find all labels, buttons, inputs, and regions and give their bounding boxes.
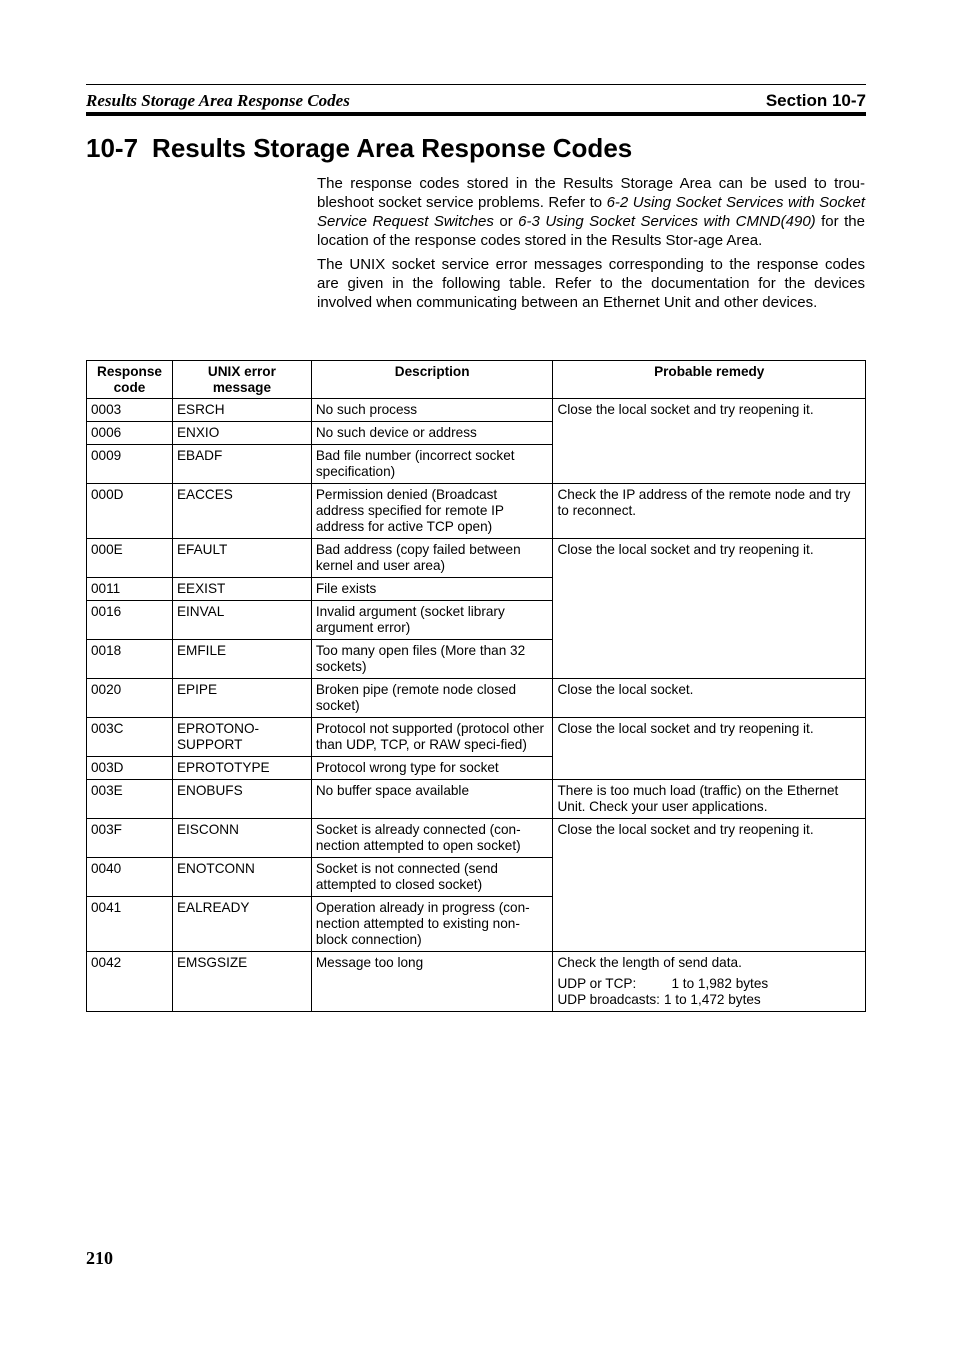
cross-reference-1: 6-2 Using Socket Services with Socket Service Request Switches	[317, 194, 865, 230]
cell-code: 003D	[87, 757, 173, 780]
cell-code: 000D	[87, 484, 173, 539]
cell-message: EPROTOTYPE	[172, 757, 311, 780]
cell-code: 0011	[87, 578, 173, 601]
cell-code: 0041	[87, 897, 173, 952]
section-number: 10-7	[86, 133, 139, 163]
cell-code: 0006	[87, 422, 173, 445]
running-header	[86, 84, 866, 115]
section-title: Results Storage Area Response Codes	[152, 133, 633, 163]
cell-description: Operation already in progress (con-nection attempted to existing non-block connection)	[311, 897, 553, 952]
table-row	[87, 780, 866, 819]
cell-description: Too many open files (More than 32 sockets)	[311, 640, 553, 679]
cell-remedy: Close the local socket and try reopening it.	[553, 819, 866, 952]
cell-description: No such process	[311, 399, 553, 422]
intro-text	[317, 174, 865, 317]
udp-tcp-value: 1 to 1,982 bytes	[671, 976, 769, 991]
table-row	[87, 952, 866, 1012]
cell-remedy: There is too much load (traffic) on the Ethernet Unit. Check your user applications.	[553, 780, 866, 819]
header-rule	[86, 112, 866, 116]
cell-description: Protocol wrong type for socket	[311, 757, 553, 780]
cell-description: File exists	[311, 578, 553, 601]
cell-description: Bad file number (incorrect socket specification)	[311, 445, 553, 484]
cell-remedy: Close the local socket.	[553, 679, 866, 718]
cell-description: Socket is not connected (send attempted to closed socket)	[311, 858, 553, 897]
running-header-section: Section 10-7	[765, 91, 866, 110]
cell-description: Permission denied (Broadcast address specified for remote IP address for active TCP open)	[311, 484, 553, 539]
cell-message: ENXIO	[172, 422, 311, 445]
cell-description: Invalid argument (socket library argument error)	[311, 601, 553, 640]
intro-paragraph-1	[317, 174, 865, 250]
cell-remedy: Close the local socket and try reopening it.	[553, 399, 866, 484]
cell-message: EEXIST	[172, 578, 311, 601]
cell-remedy: Close the local socket and try reopening it.	[553, 718, 866, 780]
cell-code: 003C	[87, 718, 173, 757]
intro-text-span: for the location of the response codes stored in the Results Stor-age Area.	[317, 213, 865, 249]
cell-message: EBADF	[172, 445, 311, 484]
column-header-response-code: Response code	[87, 361, 173, 399]
cell-message: ENOBUFS	[172, 780, 311, 819]
column-header-remedy: Probable remedy	[553, 361, 866, 399]
table-row	[87, 679, 866, 718]
response-codes-table	[86, 360, 866, 1012]
cell-code: 0040	[87, 858, 173, 897]
running-header-title: Results Storage Area Response Codes	[86, 91, 350, 110]
udp-broadcast-value: 1 to 1,472 bytes	[663, 992, 761, 1007]
cell-code: 0009	[87, 445, 173, 484]
cell-message: EACCES	[172, 484, 311, 539]
intro-text-span: or	[493, 213, 519, 230]
intro-text-span: The response codes stored in the Results Storage Area can be used to trou-bleshoot socket service problems. Refer to	[317, 175, 865, 211]
cell-message: EFAULT	[172, 539, 311, 578]
cell-description: No such device or address	[311, 422, 553, 445]
cell-message: EALREADY	[172, 897, 311, 952]
cell-remedy: Check the IP address of the remote node and try to reconnect.	[553, 484, 866, 539]
cell-remedy	[553, 952, 866, 1012]
column-header-unix-error: UNIX error message	[172, 361, 311, 399]
cell-message: ESRCH	[172, 399, 311, 422]
table-row	[87, 718, 866, 757]
cross-reference-2: 6-3 Using Socket Services with CMND(490)	[518, 213, 816, 230]
cell-description: Message too long	[311, 952, 553, 1012]
table-row	[87, 484, 866, 539]
cell-message: EISCONN	[172, 819, 311, 858]
cell-description: Bad address (copy failed between kernel and user area)	[311, 539, 553, 578]
cell-code: 0016	[87, 601, 173, 640]
udp-broadcast-limit	[557, 992, 861, 1008]
udp-tcp-label: UDP or TCP:	[557, 976, 637, 991]
cell-description: Broken pipe (remote node closed socket)	[311, 679, 553, 718]
table-header-row	[87, 361, 866, 399]
cell-description: No buffer space available	[311, 780, 553, 819]
cell-code: 0020	[87, 679, 173, 718]
cell-code: 000E	[87, 539, 173, 578]
udp-tcp-limit	[557, 976, 861, 992]
remedy-check-length: Check the length of send data.	[557, 955, 742, 970]
table-row	[87, 539, 866, 578]
table-row	[87, 819, 866, 858]
cell-remedy: Close the local socket and try reopening it.	[553, 539, 866, 679]
table-row	[87, 399, 866, 422]
cell-code: 0003	[87, 399, 173, 422]
cell-code: 003F	[87, 819, 173, 858]
intro-paragraph-2: The UNIX socket service error messages corresponding to the response codes are given in the following table. Refer to the documentation for the devices involved when communicating between an Ethernet Unit and other devices.	[317, 256, 865, 311]
cell-message: EPIPE	[172, 679, 311, 718]
cell-message: EMSGSIZE	[172, 952, 311, 1012]
page-number: 210	[86, 1248, 113, 1268]
cell-message: EPROTONO-SUPPORT	[172, 718, 311, 757]
cell-code: 0042	[87, 952, 173, 1012]
cell-code: 0018	[87, 640, 173, 679]
cell-description: Protocol not supported (protocol other than UDP, TCP, or RAW speci-fied)	[311, 718, 553, 757]
cell-message: EMFILE	[172, 640, 311, 679]
cell-message: EINVAL	[172, 601, 311, 640]
cell-message: ENOTCONN	[172, 858, 311, 897]
udp-broadcast-label: UDP broadcasts:	[557, 992, 660, 1007]
cell-code: 003E	[87, 780, 173, 819]
section-heading	[86, 133, 632, 164]
column-header-description: Description	[311, 361, 553, 399]
cell-description: Socket is already connected (con-nection attempted to open socket)	[311, 819, 553, 858]
